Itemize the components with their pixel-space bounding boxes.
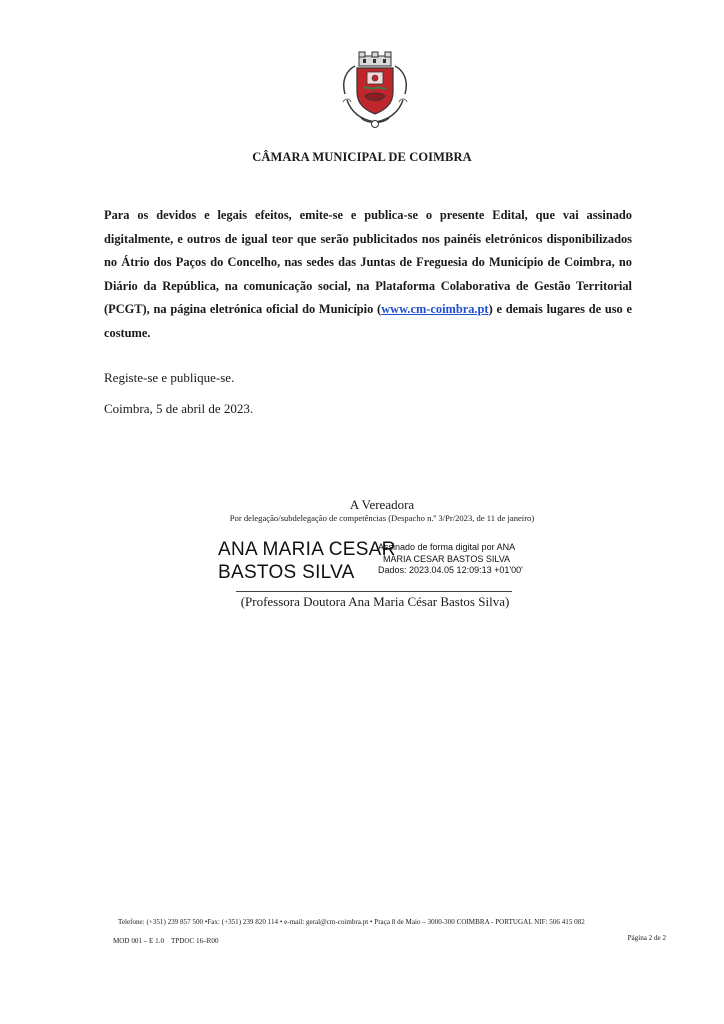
signature-detail-line-2: MARIA CESAR BASTOS SILVA: [383, 553, 511, 564]
signature-name-line-2: BASTOS SILVA: [218, 562, 355, 583]
coimbra-coat-of-arms-icon: [337, 50, 413, 130]
edital-text-end: ) e demais lugares de uso e costume.: [104, 302, 632, 340]
signature-rule: [236, 591, 512, 592]
signature-detail-line-1: Assinado de forma digital por ANA: [378, 542, 516, 552]
signatory-role: A Vereadora: [349, 497, 415, 512]
digital-signature-name: [218, 538, 396, 584]
delegation-note: Por delegação/subdelegação de competências (Despacho n.º 3/Pr/2023, de 11 de janeiro): [229, 513, 535, 523]
municipality-website-link[interactable]: www.cm-coimbra.pt: [381, 302, 489, 317]
footer-page-number: Página 2 de 2: [627, 934, 666, 942]
date-line: Coimbra, 5 de abril de 2023.: [104, 401, 254, 416]
footer-model-code: MOD 001 – E 1.0 TPDOC 16–R00: [113, 937, 219, 945]
edital-text-start: Para os devidos e legais efeitos, emite-se e publica-se o presente Edital, que vai assinado digitalmente, e outros de igual teor que serão publicitados nos painéis eletrónicos disponibilizados no Átrio dos Paços do Concelho, nas sedes das Juntas de Freguesia do Município de Coimbra, no Diário da República, na comunicação social, na Plataforma Colaborativa de Gestão Territorial (PCGT), na página eletrónica oficial do Município (: [104, 208, 632, 317]
footer-contacts: Telefone: (+351) 239 857 500 •Fax: (+351) 239 820 114 • e-mail: geral@cm-coimbra.pt • Praça 8 de Maio – 3000-300 COIMBRA - PORTUGAL NIF: 506 415 082: [118, 918, 585, 926]
signatory-full-name: (Professora Doutora Ana Maria César Bastos Silva): [240, 594, 510, 609]
register-line: Registe-se e publique-se.: [104, 370, 235, 385]
edital-paragraph: [104, 204, 632, 346]
organization-title: CÂMARA MUNICIPAL DE COIMBRA: [252, 150, 472, 164]
signature-name-line-1: ANA MARIA CESAR: [218, 539, 396, 560]
digital-signature-details: [378, 542, 523, 577]
signature-detail-line-3: Dados: 2023.04.05 12:09:13 +01'00': [378, 565, 523, 575]
